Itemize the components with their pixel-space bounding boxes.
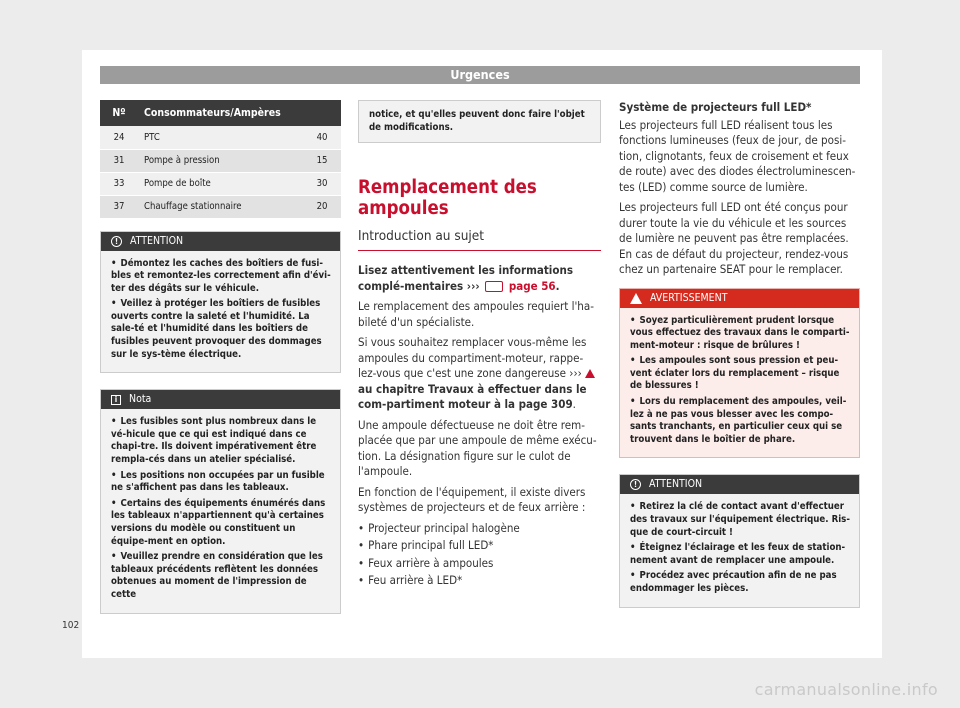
column-right <box>619 100 860 608</box>
warning-item: • Les ampoules sont sous pression et peu-vent éclater lors du remplacement – risque de blessures ! <box>630 355 851 393</box>
list-item: • Feu arrière à LED* <box>358 573 601 589</box>
nota-item: • Certains des équipements énumérés dans les tableaux n'appartiennent qu'à certaines versions du modèle ou constituent un équipe-ment en option. <box>111 498 332 548</box>
nota-box <box>100 389 341 613</box>
col-header-amps <box>303 100 341 126</box>
intro-bold: Lisez attentivement les informations complé-mentaires ››› <box>358 263 573 293</box>
info-icon: i <box>111 395 121 405</box>
paragraph: Les projecteurs full LED ont été conçus pour durer toute la vie du véhicule et les sources de lumière ne peuvent pas être remplacées. En cas de défaut du projecteur, rendez-vous chez un partenaire SEAT pour le remplacer. <box>619 200 849 276</box>
section-title: Remplacement des ampoules <box>358 177 537 220</box>
fuse-amperage: 20 <box>303 195 341 218</box>
warning-header <box>620 289 859 308</box>
attention-title: ATTENTION <box>130 234 184 247</box>
table-row <box>100 149 341 172</box>
nota-item: • Les positions non occupées par un fusible ne s'affichent pas dans les tableaux. <box>111 470 332 495</box>
list-item: • Projecteur principal halogène <box>358 521 601 537</box>
list-item: • Feux arrière à ampoules <box>358 556 601 572</box>
col-header-consumers: Consommateurs/Ampères <box>138 100 303 126</box>
col-header-number: Nº <box>100 100 138 126</box>
nota-item: • Veuillez prendre en considération que les tableaux précédents reflètent les données obtenues au moment de l'impression de cette <box>111 551 332 601</box>
paragraph: Une ampoule défectueuse ne doit être rem-placée que par une ampoule de même exécu-tion. La désignation figure sur le culot de l'ampoule. <box>358 417 597 479</box>
nota-continuation-text: notice, et qu'elles peuvent donc faire l'objet de modifications. <box>369 109 585 133</box>
page-number: 102 <box>62 620 80 631</box>
attention-header <box>620 475 859 494</box>
fuse-amperage: 30 <box>303 172 341 195</box>
paragraph: En fonction de l'équipement, il existe divers systèmes de projecteurs et de feux arrière : <box>358 484 586 515</box>
fuse-table <box>100 100 341 219</box>
fuse-amperage: 40 <box>303 126 341 149</box>
attention-header <box>101 232 340 251</box>
nota-item: • Les fusibles sont plus nombreux dans le vé-hicule que ce qui est indiqué dans ce chapi-tre. Ils doivent impérativement être rempla-cés dans un atelier spécialisé. <box>111 416 332 466</box>
warning-box <box>619 288 860 459</box>
section-header: Urgences <box>100 66 860 84</box>
engine-chapter-link[interactable]: au chapitre Travaux à effectuer dans le com-partiment moteur à la page 309 <box>358 381 587 412</box>
subsection-title: Introduction au sujet <box>358 228 601 251</box>
attention-item: • Retirez la clé de contact avant d'effectuer des travaux sur l'équipement électrique. Ris-que de court-circuit ! <box>630 501 851 539</box>
subsection-heading: Système de projecteurs full LED* <box>619 100 812 114</box>
warning-item: • Lors du remplacement des ampoules, veil-lez à ne pas vous blesser avec les compo-sants tranchants, en particulier ceux qui se trouvent dans le boîtier de phare. <box>630 396 851 446</box>
lighting-systems-list <box>358 521 601 589</box>
list-item: • Phare principal full LED* <box>358 538 601 554</box>
warning-title: AVERTISSEMENT <box>650 291 728 304</box>
warning-item: • Soyez particulièrement prudent lorsque vous effectuez des travaux dans le comparti-ment-moteur : risque de brûlures ! <box>630 315 851 353</box>
intro-page-link[interactable]: page 56 <box>508 278 556 293</box>
fuse-consumer: Pompe de boîte <box>138 172 303 195</box>
fuse-number: 37 <box>100 195 138 218</box>
attention-title: ATTENTION <box>649 478 703 491</box>
nota-title: Nota <box>129 393 152 406</box>
warning-triangle-icon <box>630 293 642 304</box>
fuse-consumer: Pompe à pression <box>138 149 303 172</box>
attention-icon: ! <box>111 236 122 247</box>
attention-item: • Démontez les caches des boîtiers de fusi-bles et remontez-les correctement afin d'évi-ter des dégâts sur le véhicule. <box>111 258 332 296</box>
paragraph: Si vous souhaitez remplacer vous-même les ampoules du compartiment-moteur, rappe-lez-vous que c'est une zone dangereuse ››› <box>358 335 587 381</box>
table-row <box>100 126 341 149</box>
warning-triangle-icon <box>585 369 595 378</box>
attention-item: • Éteignez l'éclairage et les feux de station-nement avant de remplacer une ampoule. <box>630 542 851 567</box>
paragraph: Le remplacement des ampoules requiert l'ha-bileté d'un spécialiste. <box>358 299 594 329</box>
table-row <box>100 195 341 218</box>
fuse-number: 24 <box>100 126 138 149</box>
column-left <box>100 100 341 614</box>
nota-header <box>101 390 340 409</box>
intro-text: Lisez attentivement les informations complé-mentaires ››› page 56. Le remplacement des ampoules requiert l'ha-bileté d'un spécialiste. Si vous souhaitez remplacer vous-même les ampoules du compartiment-moteur, rappe-lez-vous que c'est une zone dangereuse ››› au chapitre Travaux à effectuer dans le com-partiment moteur à la page 309. Une ampoule défectueuse ne doit être rem-placée que par une ampoule de même exécu-tion. La désignation figure sur le culot de l'ampoule. En fonction de l'équipement, il existe divers systèmes de projecteurs et de feux arrière : • Projecteur principal halogène • Phare principal full LED* • Feux arrière à ampoules • Feu arrière à LED* <box>358 263 601 589</box>
watermark: carmanualsonline.info <box>754 680 938 699</box>
fuse-number: 31 <box>100 149 138 172</box>
column-middle <box>358 100 601 591</box>
attention-box-fuses <box>100 231 341 374</box>
table-row <box>100 172 341 195</box>
attention-item: • Veillez à protéger les boîtiers de fusibles ouverts contre la saleté et l'humidité. La sale-té et l'humidité dans les boîtiers de fusibles peuvent provoquer des dommages sur le sys-tème électrique. <box>111 298 332 361</box>
attention-item: • Procédez avec précaution afin de ne pas endommager les pièces. <box>630 570 851 595</box>
fuse-consumer: PTC <box>138 126 303 149</box>
fuse-amperage: 15 <box>303 149 341 172</box>
attention-icon: ! <box>630 479 641 490</box>
fuse-number: 33 <box>100 172 138 195</box>
fuse-table-header <box>100 100 341 126</box>
paragraph: Les projecteurs full LED réalisent tous les fonctions lumineuses (feux de jour, de posi-tion, clignotants, feux de croisement et feux de route) avec des diodes électroluminescen-tes (LED) comme source de lumière. <box>619 117 856 194</box>
nota-continuation-box <box>358 100 601 143</box>
fuse-consumer: Chauffage stationnaire <box>138 195 303 218</box>
attention-box-electrical <box>619 474 860 607</box>
book-icon <box>485 281 503 292</box>
